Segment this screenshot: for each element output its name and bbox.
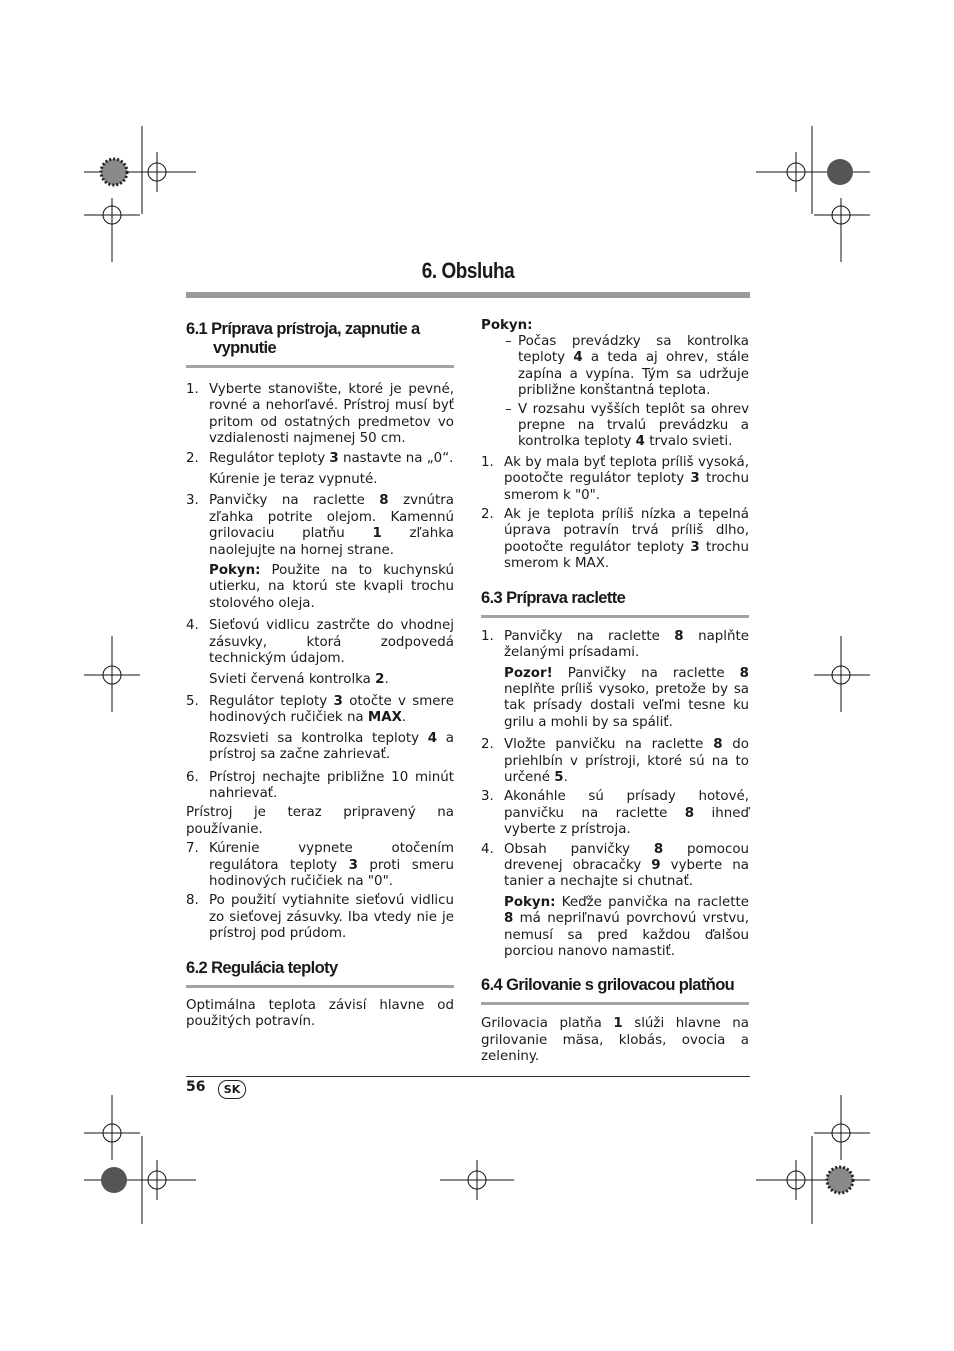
item-text: zvnútra zľahka potrite olejom. Kamennú grilovaciu platňu (209, 493, 454, 542)
part-ref: 3 (348, 857, 358, 873)
item-text: trvalo svieti. (644, 434, 733, 450)
language-badge: SK (218, 1080, 246, 1099)
item-number: 1. (186, 382, 199, 397)
section-heading-6-1 (186, 320, 454, 368)
item-text: Sieťovú vidlicu zastrčte do vhodnej zásuvky, ktorá zodpovedá technickým údajom. (209, 618, 454, 667)
dash-bullet: – (505, 334, 512, 349)
section-paragraph: Optimálna teplota závisí hlavne od použitých potravín. (186, 997, 454, 1029)
section-heading-6-4: 6.4 Grilovanie s grilovacou platňou (481, 976, 749, 1005)
item-number: 7. (186, 841, 199, 857)
list-item (186, 451, 454, 467)
step-sub-text: Kúrenie je teraz vypnuté. (209, 472, 378, 488)
step-sub-text (186, 731, 454, 764)
item-text: Panvičky na raclette (504, 628, 675, 644)
part-ref: 8 (504, 911, 514, 927)
part-ref: 4 (635, 434, 645, 450)
item-number: 1. (481, 628, 494, 644)
item-text: trochu smerom k MAX. (504, 539, 750, 572)
list-item (481, 629, 749, 662)
raclette-steps-list (481, 629, 749, 662)
item-text: . (401, 710, 407, 726)
page-number: 56 (186, 1079, 206, 1095)
item-text: proti smeru hodinových ručičiek na "0". (209, 857, 455, 889)
section-title: Príprava prístroja, zapnutie a vypnutie (211, 320, 420, 357)
list-item (186, 618, 454, 667)
item-text: Panvičky na raclette (552, 665, 740, 681)
item-text: Ak by mala byť teplota príliš vysoká, pootočte regulátor teploty (504, 454, 749, 487)
part-ref: 8 (684, 805, 695, 821)
item-text: zľahka naolejujte na hornej strane. (209, 526, 454, 558)
item-number: 5. (186, 693, 199, 709)
part-ref: 8 (713, 737, 723, 753)
part-ref: 4 (573, 350, 583, 366)
item-text: . (563, 769, 568, 785)
part-ref: 9 (651, 857, 661, 873)
right-column (481, 318, 749, 1066)
steps-list-6-1 (186, 382, 454, 467)
list-item (186, 770, 454, 803)
part-ref: 3 (333, 693, 343, 709)
note-paragraph (481, 895, 749, 961)
steps-list-6-1-cont3 (186, 694, 454, 727)
list-item (481, 402, 749, 451)
item-text: Ak je teplota príliš nízka a tepelná úprava potravín trvá príliš dlho, pootočte regulátor teploty (504, 507, 749, 555)
part-ref: 1 (613, 1016, 623, 1032)
item-text: Kúrenie vypnete otočením regulátora teploty (209, 841, 454, 873)
steps-list-6-1-cont5 (186, 841, 454, 942)
item-text: Vyberte stanovište, ktoré je pevné, rovné a nehorľavé. Prístroj musí byť pritom od ostatných predmetov vo vzdialenosti najmenej 50 cm. (209, 382, 454, 447)
part-ref: 8 (379, 493, 389, 509)
item-text: ihneď vyberte z prístroja. (504, 805, 749, 838)
item-text: Regulátor teploty (209, 450, 330, 466)
item-number: 6. (186, 769, 199, 785)
part-ref: 3 (690, 471, 700, 487)
item-text: má nepriľnavú povrchovú vrstvu, nemusí sa pred každou ďalšou porciou nanovo namastiť. (504, 911, 749, 959)
item-number: 4. (481, 841, 494, 857)
title-underline-bar (186, 292, 750, 298)
temperature-steps-list (481, 455, 749, 573)
list-item (481, 507, 749, 573)
warning-paragraph (481, 666, 749, 732)
item-text: slúži hlavne na grilovanie mäsa, klobás, ovocia a zeleniny. (481, 1016, 749, 1065)
item-text: a prístroj sa začne zahrievať. (209, 730, 454, 763)
list-item (186, 841, 454, 890)
list-item (481, 334, 749, 400)
item-text: Rozsvieti sa kontrolka teploty (209, 730, 428, 746)
note-label: Pokyn: (481, 318, 533, 333)
part-ref: 8 (674, 628, 684, 644)
part-ref: 1 (372, 526, 382, 542)
item-text: . (384, 671, 389, 687)
steps-list-6-1-cont4 (186, 770, 454, 803)
item-number: 4. (186, 618, 199, 634)
item-text: Počas prevádzky sa kontrolka teploty (518, 334, 749, 366)
item-text: Grilovacia platňa (481, 1016, 614, 1032)
left-column (186, 318, 454, 1030)
part-ref: 3 (329, 450, 339, 466)
item-text: pomocou drevenej obracačky (504, 841, 750, 873)
list-item (481, 842, 749, 891)
item-text: naplňte želanými prísadami. (504, 628, 749, 661)
part-ref: 2 (375, 671, 385, 687)
max-label: MAX (367, 710, 402, 726)
part-ref: 4 (427, 730, 438, 746)
item-text: Vložte panvičku na raclette (504, 737, 714, 753)
section-heading-6-3: 6.3 Príprava raclette (481, 589, 749, 618)
steps-list-6-1-cont (186, 493, 454, 559)
footer-rule (186, 1076, 750, 1077)
section-paragraph (481, 1016, 749, 1065)
item-text: otočte v smere hodinových ručičiek na (209, 693, 454, 726)
item-number: 2. (481, 737, 494, 753)
section-number: 6.1 (186, 320, 208, 338)
list-item (186, 893, 454, 942)
item-number: 2. (481, 507, 494, 523)
item-text: Svieti červená kontrolka (209, 671, 376, 687)
item-text: Panvičky na raclette (209, 493, 380, 509)
raclette-steps-list-cont (481, 737, 749, 891)
item-text: Obsah panvičky (504, 841, 654, 857)
list-item (481, 737, 749, 786)
item-text: trochu smerom k "0". (504, 471, 750, 503)
note-label: Pokyn: (504, 894, 556, 910)
item-text: Regulátor teploty (209, 693, 334, 709)
list-item (481, 455, 749, 504)
part-ref: 3 (690, 539, 700, 555)
item-number: 3. (186, 493, 199, 509)
item-text: nastavte na „0“. (338, 450, 454, 466)
item-text: do priehlbín v prístroji, ktoré sú na to určené (504, 737, 750, 785)
item-text: Keďže panvička na raclette (555, 894, 749, 910)
note-label: Pokyn: (209, 563, 261, 579)
list-item (481, 789, 749, 838)
item-number: 1. (481, 454, 494, 470)
item-number: 3. (481, 789, 494, 805)
note-paragraph (186, 563, 454, 612)
step-sub-text (186, 672, 454, 688)
item-text: vyberte na tanier a nechajte si chutnať. (504, 857, 749, 890)
item-text: neplňte príliš vysoko, pretože by sa tak prísady dostali veľmi tesne ku grilu a mohli by sa spáliť. (504, 681, 749, 730)
item-text: Po použití vytiahnite sieťovú vidlicu zo sieťovej zásuvky. Iba vtedy nie je prístroj pod prúdom. (209, 893, 454, 942)
ready-text: Prístroj je teraz pripravený na používanie. (186, 805, 454, 837)
item-text: Akonáhle sú prísady hotové, panvičku na raclette (504, 789, 749, 821)
page-title: 6. Obsluha (421, 258, 515, 283)
list-item (186, 694, 454, 727)
dash-bullet: – (505, 401, 512, 417)
item-text: a teda aj ohrev, stále zapína a vypína. Tým sa udržuje približne konštantná teplota. (518, 350, 749, 399)
part-ref: 5 (554, 769, 564, 785)
note-dash-list (481, 334, 749, 451)
item-number: 2. (186, 450, 199, 466)
list-item (186, 382, 454, 448)
note-text: Použite na to kuchynskú utierku, na ktorú ste kvapli trochu stolového oleja. (209, 563, 454, 611)
section-heading-6-2: 6.2 Regulácia teploty (186, 959, 454, 988)
part-ref: 8 (739, 665, 749, 681)
item-text: V rozsahu vyšších teplôt sa ohrev prepne na trvalú prevádzku a kontrolka teploty (518, 401, 749, 450)
warning-label: Pozor! (504, 665, 553, 681)
item-number: 8. (186, 893, 199, 909)
part-ref: 8 (653, 841, 664, 857)
item-text: Prístroj nechajte približne 10 minút nahrievať. (209, 769, 454, 801)
list-item (186, 493, 454, 559)
steps-list-6-1-cont2 (186, 618, 454, 667)
